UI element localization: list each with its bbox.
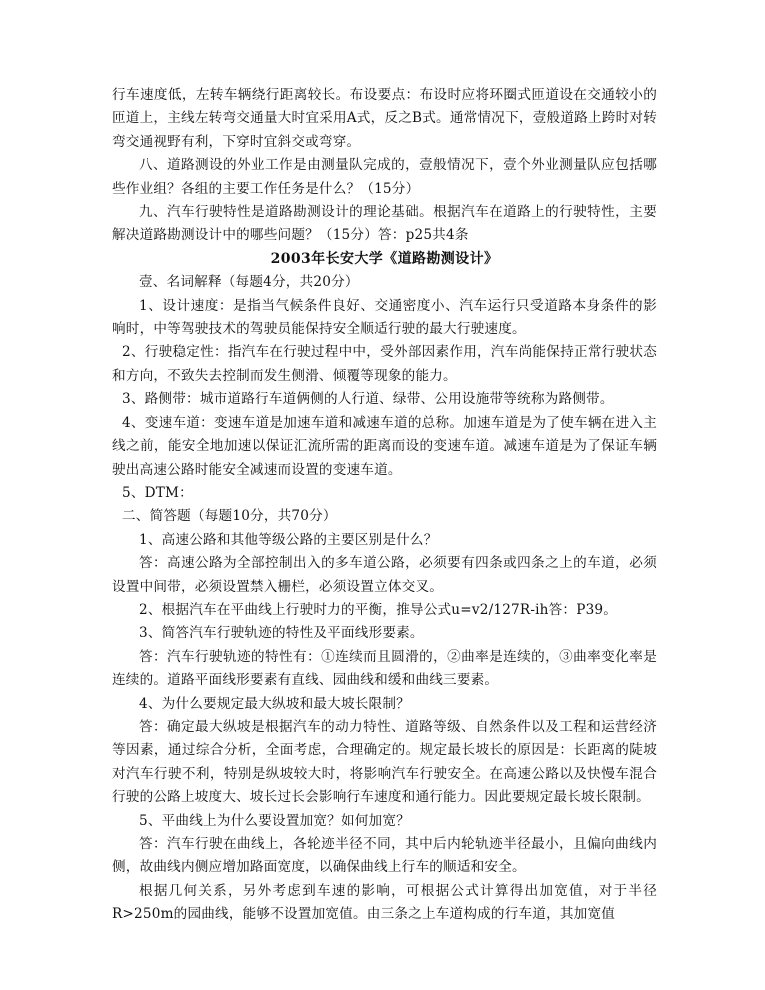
question-2: 2、根据汽车在平曲线上行驶时力的平衡，推导公式u=v2/127R-ih答：P39。 [139,601,618,618]
answer-3: 答：汽车行驶轨迹的特性有：①连续而且圆滑的，②曲率是连续的，③曲率变化率是连续的。道路平面线形要素有直线、园曲线和缓和曲线三要素。 [112,648,657,689]
question-3: 3、简答汽车行驶轨迹的特性及平面线形要素。 [139,625,424,642]
answer-5-continued: 根据几何关系，另外考虑到车速的影响，可根据公式计算得出加宽值，对于半径R>250m的园曲线，能够不设置加宽值。由三条之上车道构成的行车道，其加宽值 [112,882,657,923]
term-3-roadside-belt: 3、路侧带：城市道路行车道俩侧的人行道、绿带、公用设施带等统称为路侧带。 [122,391,614,408]
term-1-design-speed: 1、设计速度：是指当气候条件良好、交通密度小、汽车运行只受道路本身条件的影响时，中等驾驶技术的驾驶员能保持安全顺适行驶的最大行驶速度。 [112,297,657,338]
paragraph-interchange-continued: 行车速度低，左转车辆绕行距离较长。布设要点：布设时应将环圈式匝道设在交通较小的匝道上，主线左转弯交通量大时宜采用A式，反之B式。通常情况下，壹般道路上跨时对转弯交通视野有利，下穿时宜斜交或弯穿。 [112,87,657,150]
answer-1: 答：高速公路为全部控制出入的多车道公路，必须要有四条或四条之上的车道，必须设置中间带，必须设置禁入栅栏，必须设置立体交叉。 [112,555,657,595]
question-1: 1、高速公路和其他等级公路的主要区别是什么？ [139,531,438,548]
term-5-dtm: 5、DTM： [122,484,193,501]
question-8: 八、道路测设的外业工作是由测量队完成的，壹般情况下，壹个外业测量队应包括哪些作业组？各组的主要工作任务是什么？（15分） [112,157,657,197]
term-4-speed-change-lane: 4、变速车道：变速车道是加速车道和减速车道的总称。加速车道是为了使车辆在进入主线之前，能安全地加速以保证汇流所需的距离而设的变速车道。减速车道是为了保证车辆驶出高速公路时能安全减速而设置的变速车道。 [112,414,657,478]
answer-4: 答：确定最大纵坡是根据汽车的动力特性、道路等级、自然条件以及工程和运营经济等因素，通过综合分析，全面考虑，合理确定的。规定最长坡长的原因是：长距离的陡坡对汽车行驶不利，特别是纵坡较大时，将影响汽车行驶安全。在高速公路以及快慢车混合行驶的公路上坡度大、坡长过长会影响行车速度和通行能力。因此要规定最长坡长限制。 [112,718,657,806]
document-page [112,84,657,927]
question-5: 5、平曲线上为什么要设置加宽？如何加宽？ [139,812,410,829]
section-short-answer-heading: 二、简答题（每题10分，共70分） [122,508,337,525]
question-4: 4、为什么要规定最大纵坡和最大坡长限制？ [139,695,410,712]
section-terms-heading: 壹、名词解释（每题4分，共20分） [139,274,359,291]
question-9: 九、汽车行驶特性是道路勘测设计的理论基础。根据汽车在道路上的行驶特性，主要解决道路勘测设计中的哪些问题？（15分）答：p25共4条 [112,204,657,244]
exam-title: 2003年长安大学《道路勘测设计》 [270,250,499,267]
term-2-driving-stability: 2、行驶稳定性：指汽车在行驶过程中中，受外部因素作用，汽车尚能保持正常行驶状态和方向，不致失去控制而发生侧滑、倾覆等现象的能力。 [112,344,657,384]
answer-5: 答：汽车行驶在曲线上，各轮迹半径不同，其中后内轮轨迹半径最小，且偏向曲线内侧，故曲线内侧应增加路面宽度，以确保曲线上行车的顺适和安全。 [112,836,657,876]
